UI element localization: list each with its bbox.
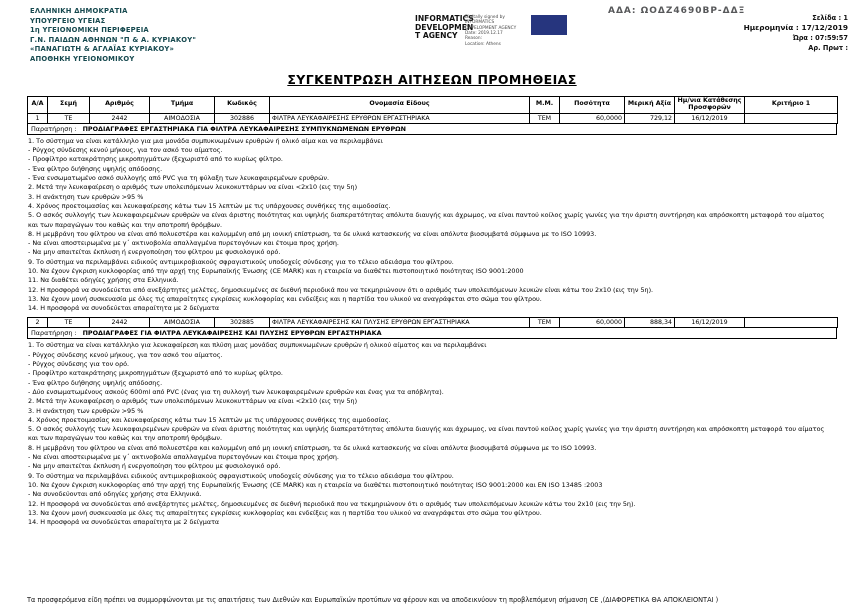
- cell-item-name: ΦΙΛΤΡΑ ΛΕΥΚΑΦΑΙΡΕΣΗΣ ΚΑΙ ΠΛΥΣΗΣ ΕΡΥΘΡΩΝ ΕΡΓΑΣΤΗΡΙΑΚΑ: [270, 318, 530, 328]
- spec-line: 13. Να έχουν μονή συσκευασία με όλες τις απαραίτητες εγκρίσεις κυκλοφορίας και ενδείξεις και η παρτίδα του υλικού να αναγράφεται στο σώμα του φίλτρου.: [28, 294, 542, 303]
- cell-unit: ΤΕΜ: [530, 113, 560, 123]
- column-header: Σεμή: [48, 97, 90, 114]
- cell-quantity: 60,0000: [560, 113, 625, 123]
- spec-line: - Ρύγχος σύνδεσης κενού μήκους, για τον ασκό του αίματος.: [28, 350, 223, 359]
- remark-title: ΠΡΟΔΙΑΓΡΑΦΕΣ ΓΙΑ ΦΙΛΤΡΑ ΛΕΥΚΑΦΑΙΡΕΣΗΣ ΚΑΙ ΠΛΥΣΗΣ ΕΡΥΘΡΩΝ ΕΡΓΑΣΤΗΡΙΑΚΑ: [82, 329, 382, 338]
- cell-code: 302885: [215, 318, 270, 328]
- page-title: ΣΥΓΚΕΝΤΡΩΣΗ ΑΙΤΗΣΕΩΝ ΠΡΟΜΗΘΕΙΑΣ: [287, 72, 577, 87]
- spec-line: - Ρύγχος σύνδεσης κενού μήκους, για τον ασκό του αίματος.: [28, 146, 223, 155]
- agency-line: ΑΠΟΘΗΚΗ ΥΓΕΙΟΝΟΜΙΚΟΥ: [30, 54, 135, 63]
- cell-criterion: [745, 113, 838, 123]
- signature-blue-box: [531, 15, 567, 35]
- spec-line: 5. Ο ασκός συλλογής των λευκαφαιρεμένων ερυθρών να είναι άριστης ποιότητας και υψηλής διαπερατότητας απόλυτα διαυγής και άχρωμος, να είναι παντού κοίλος χωρίς γωνίες για την άριστη συντήρηση και απρόσκοπτη μεταφορά του αίματος και των παραγώγων του καθώς και την αποτροπή θρόμβων.: [28, 211, 825, 229]
- signature-details: [465, 15, 527, 47]
- spec-line: - Να μην απαιτείται έκπλυση ή ενεργοποίηση του φίλτρου με φυσιολογικό ορό.: [28, 462, 281, 471]
- spec-line: - Ένα φίλτρο διήθησης υψηλής απόδοσης.: [28, 164, 163, 173]
- page-number: Σελίδα : 1: [812, 14, 848, 22]
- remark-row: [27, 328, 837, 339]
- cell-number: 2442: [90, 113, 150, 123]
- remark-row: [27, 124, 837, 135]
- agency-line: «ΠΑΝΑΓΙΩΤΗ & ΑΓΛΑΪΑΣ ΚΥΡΙΑΚΟΥ»: [30, 45, 175, 53]
- column-header: Αριθμός: [90, 97, 150, 114]
- spec-line: - Να μην απαιτείται έκπλυση ή ενεργοποίηση του φίλτρου με φυσιολογικό ορό.: [28, 248, 281, 257]
- agency-header: [30, 7, 196, 64]
- spec-line: - Δύο ενσωματωμένους ασκούς 600ml από PVC (ένας για τη συλλογή των λευκαφαιρεμένων ερυθρών και ένας για τα απόβλητα).: [28, 387, 444, 396]
- document-date: Ημερομηνία : 17/12/2019: [743, 23, 848, 32]
- spec-line: 12. Η προσφορά να συνοδεύεται από ανεξάρτητες μελέτες, δημοσιευμένες σε διεθνή περιοδικά που να τεκμηριώνουν ότι ο αριθμός των υπολειπόμενων λευκών είναι κάτω του 2x10 (εις την 5η).: [28, 285, 654, 294]
- specifications-item-2: [27, 339, 837, 531]
- spec-line: 9. Το σύστημα να περιλαμβάνει ειδικούς αντιμικροβιακούς σφραγιστικούς υποδοχείς σύνδεσης για το τέλειο αδειάσμα του φίλτρου.: [28, 471, 454, 480]
- specifications-item-1: [27, 135, 837, 318]
- column-header: Α/Α: [28, 97, 48, 114]
- cell-code: 302886: [215, 113, 270, 123]
- protocol-number: Αρ. Πρωτ :: [808, 44, 848, 52]
- cell-semi: ΤΕ: [48, 318, 90, 328]
- spec-line: 10. Να έχουν έγκριση κυκλοφορίας από την αρχή της Ευρωπαϊκής Ένωσης (CE MARK) και η εταιρεία να διαθέτει πιστοποιητικό ποιότητας ISO 9001:2000 και EN ISO 13485 :2003: [28, 480, 603, 489]
- spec-line: 3. Η ανάκτηση των ερυθρών >95 %: [28, 406, 144, 415]
- spec-line: - Να είναι αποστειρωμένα με γ΄ ακτινοβολία απαλλαγμένα πυρετογόνων και έτοιμα προς χρήση.: [28, 453, 339, 462]
- document-meta: [744, 13, 848, 53]
- agency-line: 1η ΥΓΕΙΟΝΟΜΙΚΗ ΠΕΡΙΦΕΡΕΙΑ: [30, 26, 149, 34]
- spec-line: 2. Μετά την λευκαφαίρεση ο αριθμός των υπολειπόμενων λευκοκυττάρων να είναι <2x10 (εις την 5η): [28, 183, 358, 192]
- column-header: Κριτήριο 1: [745, 97, 838, 114]
- cell-department: ΑΙΜΟΔΟΣΙΑ: [150, 318, 215, 328]
- spec-line: 8. Η μεμβράνη του φίλτρου να είναι από πολυεστέρα και καλυμμένη από μη ιονική επίστρωση, τα δε υλικά κατασκευής να είναι απόλυτα βιοσυμβατά σύμφωνα με το ISO 10993.: [28, 443, 597, 452]
- agency-line: ΕΛΛΗΝΙΚΗ ΔΗΜΟΚΡΑΤΙΑ: [30, 7, 128, 15]
- signature-detail-line: Location: Athens: [465, 41, 501, 47]
- column-header: Ονομασία Είδους: [270, 97, 530, 114]
- spec-line: 14. Η προσφορά να συνοδεύεται απαραίτητα με 2 δείγματα: [28, 304, 220, 313]
- cell-semi: ΤΕ: [48, 113, 90, 123]
- column-header: Ημ/νια Κατάθεσης Προσφορών: [675, 97, 745, 114]
- table-row: [28, 318, 838, 328]
- spec-line: 5. Ο ασκός συλλογής των λευκαφαιρεμένων ερυθρών να είναι άριστης ποιότητας και υψηλής διαπερατότητας απόλυτα διαυγής και άχρωμος, να είναι παντού κοίλος χωρίς γωνίες για την άριστη συντήρηση και απρόσκοπτη μεταφορά του αίματος και των παραγώγων του καθώς και την αποτροπή θρόμβων.: [28, 425, 825, 443]
- spec-line: 1. Το σύστημα να είναι κατάλληλο για μια μονάδα συμπυκνωμένων ερυθρών ή ολικό αίμα και να περιλαμβάνει: [28, 136, 383, 145]
- signature-detail-line: Digitally signed by INFORMATICS DEVELOPMENT AGENCY: [465, 15, 517, 31]
- remark-label: Παρατήρηση :: [31, 329, 77, 338]
- spec-line: - Προφίλτρο κατακράτησης μικροπηγμάτων (ξεχωριστό από το κυρίως φίλτρο.: [28, 155, 283, 164]
- cell-number: 2442: [90, 318, 150, 328]
- cell-department: ΑΙΜΟΔΟΣΙΑ: [150, 113, 215, 123]
- spec-line: 1. Το σύστημα να είναι κατάλληλο για λευκαφαίρεση και πλύση μιας μονάδας συμπυκνωμένων ερυθρών ή ολικού αίματος και να περιλαμβάνει: [28, 341, 487, 350]
- cell-value: 888,34: [625, 318, 675, 328]
- spec-line: 4. Χρόνος προετοιμασίας και λευκαφαίρεσης κάτω των 15 λεπτών με τις υπάρχουσες συνθήκες της αιμοδοσίας.: [28, 415, 391, 424]
- document-time: Ώρα : 07:59:57: [792, 34, 848, 42]
- signature-detail-line: Date: 2019.12.17: [465, 31, 503, 37]
- agency-line: ΥΠΟΥΡΓΕΙΟ ΥΓΕΙΑΣ: [30, 16, 106, 25]
- ada-code: ΑΔΑ: ΩΟΔΖ4690ΒΡ-ΔΔΞ: [608, 6, 746, 16]
- spec-line: 4. Χρόνος προετοιμασίας και λευκαφαίρεσης κάτω των 15 λεπτών με τις υπάρχουσες συνθήκες της αιμοδοσίας.: [28, 201, 391, 210]
- cell-value: 729,12: [625, 113, 675, 123]
- cell-offer-date: 16/12/2019: [675, 318, 745, 328]
- spec-line: 8. Η μεμβράνη του φίλτρου να είναι από πολυεστέρα και καλυμμένη από μη ιονική επίστρωση, τα δε υλικά κατασκευής να είναι απόλυτα βιοσυμβατά σύμφωνα με το ISO 10993.: [28, 229, 597, 238]
- digital-signature-stamp: [415, 15, 567, 47]
- spec-line: 10. Να έχουν έγκριση κυκλοφορίας από την αρχή της Ευρωπαϊκής Ένωσης (CE MARK) και η εταιρεία να διαθέτει πιστοποιητικό ποιότητας ISO 9001:2000: [28, 267, 524, 275]
- spec-line: - Να είναι αποστειρωμένα με γ΄ ακτινοβολία απαλλαγμένα πυρετογόνων και έτοιμα προς χρήση.: [28, 239, 339, 248]
- cell-criterion: [745, 318, 838, 328]
- requests-table: [27, 96, 838, 124]
- cell-offer-date: 16/12/2019: [675, 113, 745, 123]
- footer-note: Τα προσφερόμενα είδη πρέπει να συμμορφώνονται με τις απαιτήσεις των Διεθνών και Ευρωπαϊκών προτύπων να φέρουν και να αποδεικνύουν τη προβλεπόμενη σήμανση CE ,(ΔΙΑΦΟΡΕΤΙΚΑ ΘΑ ΑΠΟΚΛΕΙΟΝΤΑΙ ): [27, 596, 719, 604]
- column-header: Κωδικός: [215, 97, 270, 114]
- spec-line: - Ένα ενσωματωμένο ασκό συλλογής από PVC για τη φύλαξη των λευκαφαιρεμένων ερυθρών.: [28, 174, 330, 183]
- spec-line: - Προφίλτρο κατακράτησης μικροπηγμάτων (ξεχωριστό από το κυρίως φίλτρο.: [28, 369, 283, 378]
- requests-table-continued: [27, 317, 838, 328]
- spec-line: - Να συνοδεύονται από οδηγίες χρήσης στα Ελληνικά.: [28, 490, 202, 499]
- spec-line: - Ένα φίλτρο διήθησης υψηλής απόδοσης.: [28, 378, 163, 387]
- column-header: Ποσότητα: [560, 97, 625, 114]
- column-header: Τμήμα: [150, 97, 215, 114]
- signature-agency-name: INFORMATICS DEVELOPMEN T AGENCY: [415, 14, 474, 40]
- spec-line: - Ρύγχος σύνδεσης για τον ορό.: [28, 360, 130, 369]
- cell-aa: 1: [28, 113, 48, 123]
- signature-detail-line: Reason:: [465, 36, 483, 42]
- cell-item-name: ΦΙΛΤΡΑ ΛΕΥΚΑΦΑΙΡΕΣΗΣ ΕΡΥΘΡΩΝ ΕΡΓΑΣΤΗΡΙΑΚΑ: [270, 113, 530, 123]
- cell-unit: ΤΕΜ: [530, 318, 560, 328]
- spec-line: 11. Να διαθέτει οδηγίες χρήσης στα Ελληνικά.: [28, 276, 179, 285]
- agency-line: Γ.Ν. ΠΑΙΔΩΝ ΑΘΗΝΩΝ "Π & Α. ΚΥΡΙΑΚΟΥ": [30, 35, 197, 44]
- document-content: [27, 96, 837, 531]
- spec-line: 13. Να έχουν μονή συσκευασία με όλες τις απαραίτητες εγκρίσεις κυκλοφορίας και ενδείξεις και η παρτίδα του υλικού να αναγράφεται στο σώμα του φίλτρου.: [28, 508, 542, 517]
- cell-aa: 2: [28, 318, 48, 328]
- remark-label: Παρατήρηση :: [31, 124, 77, 133]
- column-header: Μ.Μ.: [530, 97, 560, 114]
- spec-line: 9. Το σύστημα να περιλαμβάνει ειδικούς αντιμικροβιακούς σφραγιστικούς υποδοχείς σύνδεσης για το τέλειο αδειάσμα του φίλτρου.: [28, 257, 454, 266]
- spec-line: 3. Η ανάκτηση των ερυθρών >95 %: [28, 192, 144, 201]
- spec-line: 12. Η προσφορά να συνοδεύεται από ανεξάρτητες μελέτες, δημοσιευμένες σε διεθνή περιοδικά που να τεκμηριώνουν ότι ο αριθμός των υπολειπόμενων λευκών κάτω του 2x10 (εις την 5η).: [28, 499, 636, 508]
- cell-quantity: 60,0000: [560, 318, 625, 328]
- column-header: Μερική Αξία: [625, 97, 675, 114]
- remark-title: ΠΡΟΔΙΑΓΡΑΦΕΣ ΕΡΓΑΣΤΗΡΙΑΚΑ ΓΙΑ ΦΙΛΤΡΑ ΛΕΥΚΑΦΑΙΡΕΣΗΣ ΣΥΜΠΥΚΝΩΜΕΝΩΝ ΕΡΥΘΡΩΝ: [82, 124, 406, 133]
- table-row: [28, 113, 838, 123]
- spec-line: 14. Η προσφορά να συνοδεύεται απαραίτητα με 2 δείγματα: [28, 518, 220, 527]
- table-header-row: [28, 97, 838, 114]
- spec-line: 2. Μετά την λευκαφαίρεση ο αριθμός των υπολειπόμενων λευκοκυττάρων να είναι <2x10 (εις την 5η): [28, 397, 358, 406]
